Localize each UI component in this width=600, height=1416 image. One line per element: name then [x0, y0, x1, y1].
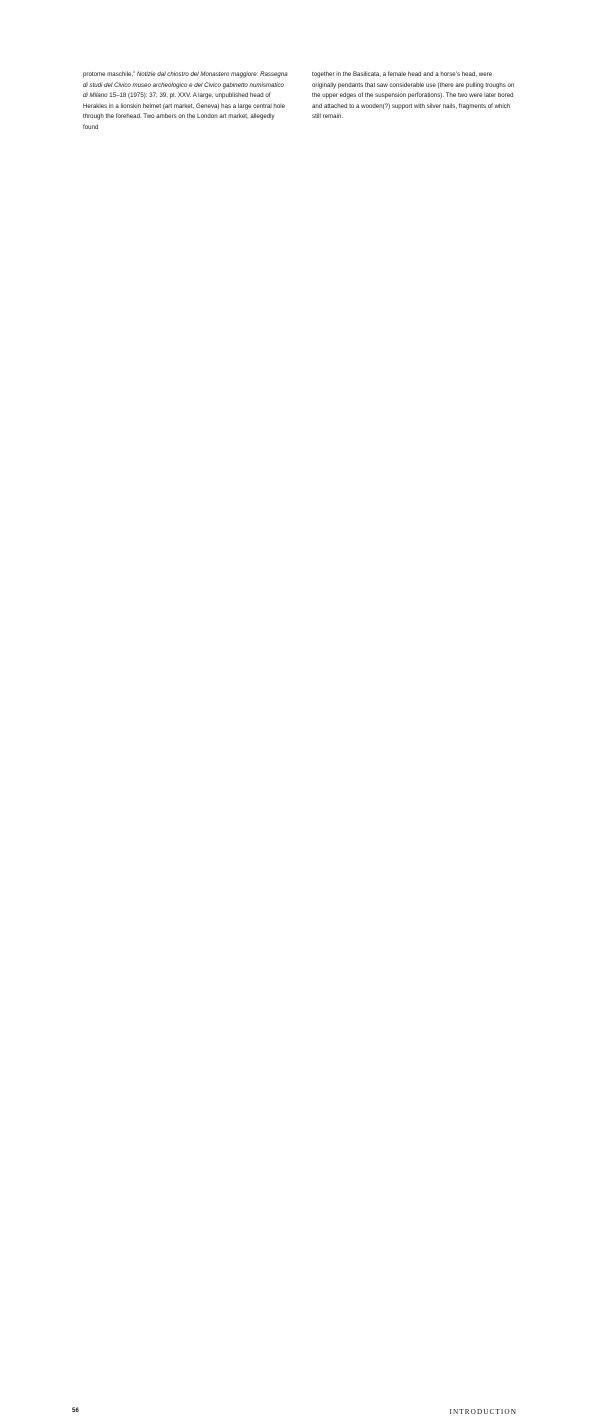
italic-title-run: Notizie dal chiostro del Monastero maggiore: Rassegna di studi del Civico museo archeologico e del Civico gabinetto numismatico di Milano — [83, 71, 288, 100]
page-footer — [0, 703, 600, 1416]
text-run: 15–18 (1975): 37, 39, pl. XXV. A large, unpublished head of Herakles in a lionskin helmet (art market, Geneva) has a large central hole through the forehead. Two ambers on the London art market, allegedly found — [83, 92, 286, 131]
right-column-paragraph — [312, 70, 517, 123]
text-columns — [83, 70, 517, 134]
left-column-paragraph — [83, 70, 288, 134]
running-head: INTRODUCTION — [449, 1408, 517, 1416]
text-run: together in the Basilicata, a female head and a horse’s head, were originally pendants that saw considerable use (there are pulling troughs on the upper edges of the suspension perforations). The two were later bored and attached to a wooden(?) support with silver nails, fragments of which still remain. — [312, 71, 515, 121]
page-number: 56 — [72, 1408, 80, 1414]
left-column — [83, 70, 288, 134]
right-column — [312, 70, 517, 134]
text-run: protome maschile,” — [83, 71, 137, 78]
